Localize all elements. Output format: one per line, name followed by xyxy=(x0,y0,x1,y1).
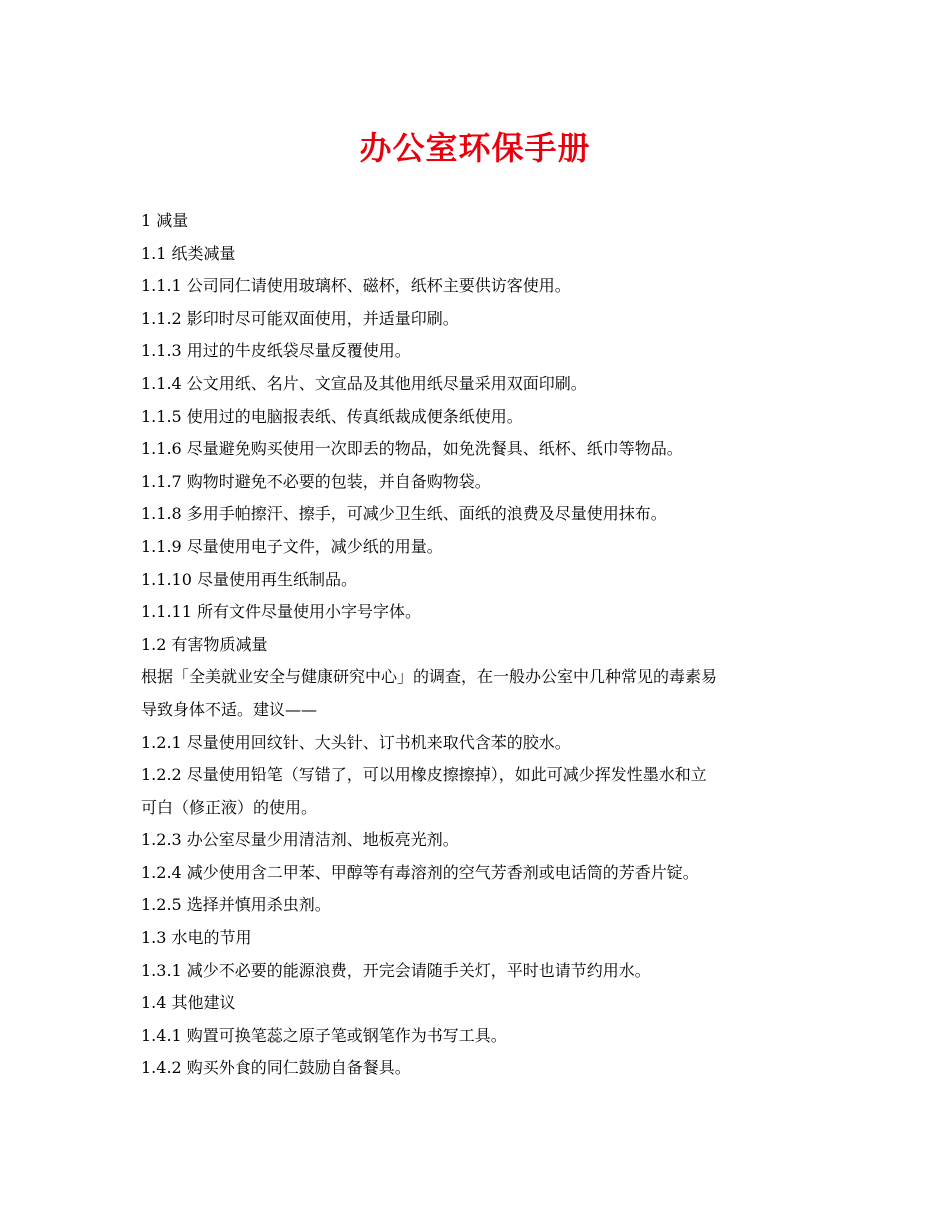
paragraph-line: 根据「全美就业安全与健康研究中心」的调查，在一般办公室中几种常见的毒素易 xyxy=(141,667,718,687)
subsection-heading: 1.2 有害物质减量 xyxy=(141,634,268,654)
list-item: 1.1.11 所有文件尽量使用小字号字体。 xyxy=(141,602,421,622)
list-item: 1.1.10 尽量使用再生纸制品。 xyxy=(141,569,357,589)
list-item: 1.1.8 多用手帕擦汗、擦手，可减少卫生纸、面纸的浪费及尽量使用抹布。 xyxy=(141,504,667,524)
paragraph-line: 导致身体不适。建议—— xyxy=(141,699,318,719)
list-item: 1.4.1 购置可换笔蕊之原子笔或钢笔作为书写工具。 xyxy=(141,1025,507,1045)
list-item: 1.1.5 使用过的电脑报表纸、传真纸裁成便条纸使用。 xyxy=(141,406,523,426)
document-body xyxy=(141,205,821,1085)
list-item: 1.2.2 尽量使用铅笔（写错了，可以用橡皮擦擦掉），如此可减少挥发性墨水和立 xyxy=(141,765,707,785)
list-item: 1.1.7 购物时避免不必要的包装，并自备购物袋。 xyxy=(141,471,491,491)
list-item: 1.1.2 影印时尽可能双面使用，并适量印刷。 xyxy=(141,308,459,328)
list-item: 1.1.1 公司同仁请使用玻璃杯、磁杯，纸杯主要供访客使用。 xyxy=(141,276,571,296)
list-item: 1.1.6 尽量避免购买使用一次即丢的物品，如免洗餐具、纸杯、纸巾等物品。 xyxy=(141,439,683,459)
subsection-heading: 1.1 纸类减量 xyxy=(141,243,236,263)
list-item: 1.2.5 选择并慎用杀虫剂。 xyxy=(141,895,331,915)
section-heading: 1 减量 xyxy=(141,211,189,230)
list-item: 1.3.1 减少不必要的能源浪费，开完会请随手关灯，平时也请节约用水。 xyxy=(141,960,651,980)
list-item: 1.1.4 公文用纸、名片、文宣品及其他用纸尽量采用双面印刷。 xyxy=(141,373,587,393)
list-item: 1.2.3 办公室尽量少用清洁剂、地板亮光剂。 xyxy=(141,830,459,850)
document-title: 办公室环保手册 xyxy=(359,129,591,167)
list-item: 1.2.1 尽量使用回纹针、大头针、订书机来取代含苯的胶水。 xyxy=(141,732,571,752)
list-item: 1.4.2 购买外食的同仁鼓励自备餐具。 xyxy=(141,1058,411,1078)
list-item: 1.2.4 减少使用含二甲苯、甲醇等有毒溶剂的空气芳香剂或电话筒的芳香片锭。 xyxy=(141,862,699,882)
list-item: 1.1.3 用过的牛皮纸袋尽量反覆使用。 xyxy=(141,341,411,361)
list-item-continuation: 可白（修正液）的使用。 xyxy=(141,797,318,817)
subsection-heading: 1.4 其他建议 xyxy=(141,993,236,1013)
subsection-heading: 1.3 水电的节用 xyxy=(141,928,252,948)
list-item: 1.1.9 尽量使用电子文件，减少纸的用量。 xyxy=(141,536,443,556)
